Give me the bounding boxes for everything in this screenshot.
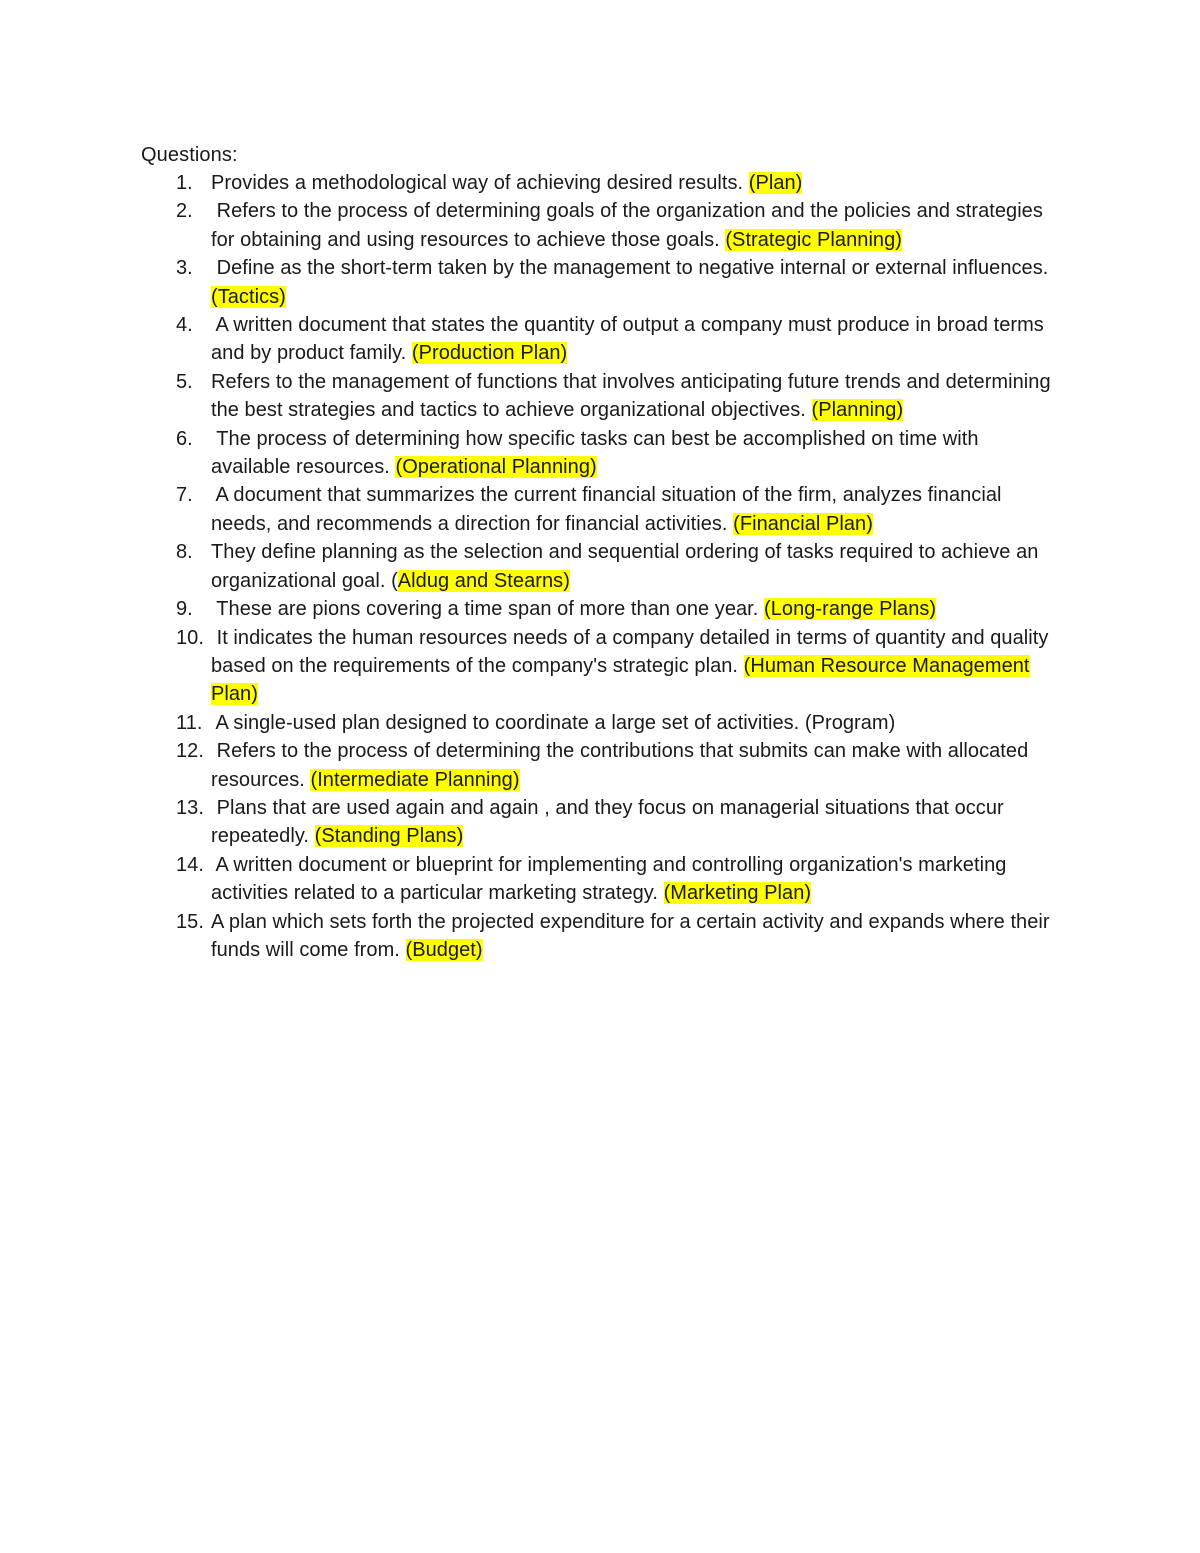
question-item [0,481,1061,538]
highlighted-answer: (Production Plan) [411,342,568,365]
highlighted-answer: (Plan) [748,172,803,194]
highlighted-answer: (Planning) [811,399,904,422]
highlighted-answer: (Operational Planning) [395,456,597,479]
question-number: 6. [176,427,193,450]
question-text: A written document or blueprint for implementing and controlling organization's marketing activities related to a particular marketing strategy. [211,853,1007,905]
question-item [0,737,1061,794]
question-text: The process of determining how specific tasks can best be accomplished on time with available resources. [211,427,979,479]
questions-heading: Questions: [141,144,238,166]
highlighted-answer: (Standing Plans) [314,825,464,848]
question-number: 2. [176,200,193,223]
question-text: A written document that states the quantity of output a company must produce in broad terms and by product family. [211,314,1044,365]
highlighted-answer: (Long-range Plans) [764,598,937,621]
question-item [0,595,1061,623]
question-item [0,624,1061,709]
question-item [0,311,1061,368]
question-number: 3. [176,257,193,280]
highlighted-answer: (Financial Plan) [733,512,873,535]
question-number: 7. [176,484,193,507]
highlighted-answer: (Budget) [405,938,483,961]
question-text: A document that summarizes the current financial situation of the firm, analyzes financial needs, and recommends a direction for financial activities. [211,484,1002,535]
question-item [0,169,1061,197]
question-item [0,197,1061,254]
question-text: Define as the short-term taken by the management to negative internal or external influences. [216,257,1049,280]
question-text: A plan which sets forth the projected expenditure for a certain activity and expands where their funds will come from. [211,910,1050,961]
question-item [0,425,1061,482]
question-item [0,794,1061,851]
question-text: Refers to the management of functions that involves anticipating future trends and determining the best strategies and tactics to achieve organizational objectives. [211,370,1051,422]
highlighted-answer: Aldug and Stearns) [397,569,570,592]
question-text: Provides a methodological way of achieving desired results. [211,172,749,194]
question-list [0,169,1200,964]
question-number: 14. [176,853,204,876]
question-text: These are pions covering a time span of more than one year. [216,598,765,621]
question-text: Refers to the process of determining the contributions that submits can make with allocated resources. [211,740,1029,791]
question-text: They define planning as the selection and sequential ordering of tasks required to achieve an organizational goal. ( [211,541,1039,592]
question-number: 11. [176,711,203,734]
highlighted-answer: (Human Resource Management Plan) [211,654,1030,706]
question-number: 12. [176,740,204,763]
question-number: 1. [176,172,193,194]
question-item [0,254,1061,311]
highlighted-answer: (Marketing Plan) [663,882,812,905]
highlighted-answer: (Intermediate Planning) [310,768,520,791]
question-text: A single-used plan designed to coordinate a large set of activities. (Program) [215,711,896,734]
question-number: 8. [176,541,193,564]
question-item [0,709,1061,737]
question-number: 9. [176,598,193,621]
question-text: Refers to the process of determining goals of the organization and the policies and strategies for obtaining and using resources to achieve those goals. [211,200,1043,251]
question-item [0,538,1061,595]
highlighted-answer: (Tactics) [211,285,286,308]
question-item [0,851,1061,908]
question-item [0,908,1061,965]
question-text: It indicates the human resources needs of a company detailed in terms of quantity and quality based on the requirements of the company's strategic plan. [211,626,1049,677]
question-item [0,368,1061,425]
question-text: Plans that are used again and again , and they focus on managerial situations that occur repeatedly. [211,796,1004,848]
question-number: 4. [176,314,193,337]
question-number: 13. [176,796,204,819]
question-number: 15. [176,910,204,933]
question-number: 5. [176,370,193,393]
question-number: 10. [176,626,204,649]
highlighted-answer: (Strategic Planning) [725,228,902,251]
